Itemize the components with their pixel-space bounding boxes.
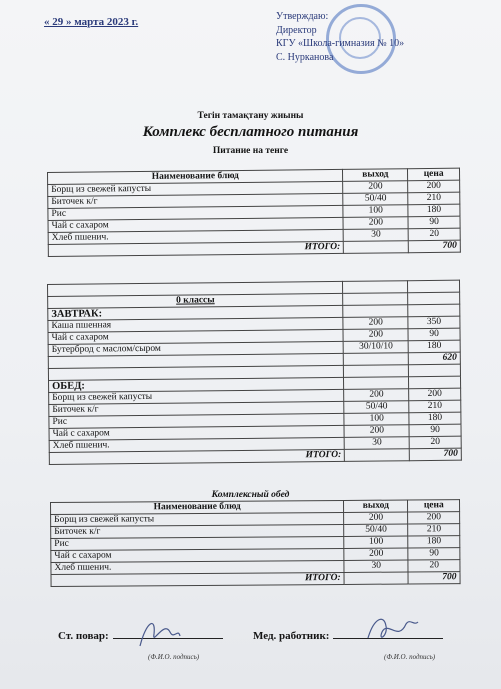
dish-price: 210 [408,524,460,536]
cook-label: Ст. повар: [58,630,109,642]
lunch-label: ОБЕД: [49,377,345,392]
breakfast-label: ЗАВТРАК: [48,305,344,320]
approval-line: Утверждаю: [276,11,329,22]
empty-cell [344,353,409,366]
dish-price: 350 [408,316,460,329]
dish-name: Хлеб пшенич. [49,437,345,452]
col-header-name: Наименование блюд [48,169,344,184]
dish-out: 200 [343,217,408,230]
dish-out: 100 [343,205,408,218]
dish-price: 210 [408,192,460,205]
col-header-out: выход [344,500,408,512]
medic-signature-caption: (Ф.И.О. подпись) [384,653,436,661]
dish-price: 180 [408,536,460,548]
empty-cell [408,280,460,293]
dish-name: Биточек к/г [48,193,344,208]
dish-name: Хлеб пшенич. [51,560,344,574]
breakfast-total: 620 [408,352,460,365]
empty-cell [408,304,460,317]
menu-table-2 [47,280,462,465]
dish-name: Рис [51,536,344,550]
dish-out: 50/40 [344,524,408,536]
dish-price: 200 [408,180,460,193]
dish-name: Чай с сахаром [49,425,345,440]
menu-table-3 [50,499,461,587]
dish-out: 200 [344,425,409,438]
col-header-name: Наименование блюд [51,500,344,514]
dish-price: 180 [408,340,460,353]
dish-out: 30/10/10 [344,341,409,354]
col-header-out: выход [343,169,408,182]
approval-line: Директор [276,24,317,36]
medic-signature-scribble [364,612,420,650]
dish-name: Чай с сахаром [48,217,344,232]
section-title: 0 классы [48,293,344,308]
dish-out: 200 [344,512,408,524]
document-date: « 29 » марта 2023 г. [44,16,139,28]
dish-out: 200 [344,548,408,560]
approval-line: КГУ «Школа-гимназия № 10» [276,38,405,49]
dish-out: 30 [344,560,408,572]
dish-price: 200 [408,512,460,524]
cook-signature-scribble [134,612,184,652]
dish-price: 200 [409,388,461,401]
empty-cell [344,365,409,378]
dish-name: Борщ из свежей капусты [51,512,344,526]
dish-name: Борщ из свежей капусты [48,181,344,196]
empty-cell [343,293,408,306]
dish-out: 200 [343,317,408,330]
empty-cell [344,377,409,390]
total-label: ИТОГО: [51,572,344,586]
document-title: Комплекс бесплатного питания [142,124,359,140]
dish-price: 90 [408,548,460,560]
dish-out: 200 [343,181,408,194]
dish-out: 100 [344,536,408,548]
dish-name: Борщ из свежей капусты [49,389,345,404]
empty-cell [344,572,408,584]
dish-price: 20 [408,560,460,572]
cook-signature-caption: (Ф.И.О. подпись) [148,653,200,661]
menu-table-1 [47,168,461,257]
kazakh-title: Тегін тамақтану жиыны [197,111,304,121]
total-label: ИТОГО: [48,241,344,256]
complex-lunch-title: Комплексный обед [211,490,290,500]
total-label: ИТОГО: [49,449,345,464]
dish-out: 50/40 [344,401,409,414]
dish-out: 50/40 [343,193,408,206]
dish-price: 90 [408,216,460,229]
dish-name: Рис [48,205,344,220]
dish-price: 180 [409,412,461,425]
empty-cell [343,305,408,318]
empty-cell [408,292,460,305]
approval-line: С. Нурканова [276,51,334,63]
approval-block [276,10,476,64]
dish-name: Каша пшенная [48,317,344,332]
empty-cell [344,241,409,254]
total-row [51,572,460,587]
total-value: 700 [408,572,460,584]
empty-cell [345,449,410,462]
col-header-price: цена [408,168,460,181]
col-header-price: цена [408,500,460,512]
dish-name: Бутерброд с маслом/сыром [48,341,344,356]
total-value: 700 [409,448,461,461]
dish-price: 180 [408,204,460,217]
empty-cell [343,281,408,294]
dish-name: Рис [49,413,345,428]
dish-price: 90 [409,424,461,437]
medic-label: Мед. работник: [253,630,330,642]
dish-out: 200 [343,329,408,342]
dish-price: 20 [409,436,461,449]
dish-price: 90 [408,328,460,341]
dish-price: 210 [409,400,461,413]
dish-out: 100 [344,413,409,426]
dish-name: Чай с сахаром [51,548,344,562]
empty-cell [409,364,461,377]
document-subtitle: Питание на тенге [212,146,289,156]
dish-name: Биточек к/г [49,401,345,416]
dish-out: 200 [344,389,409,402]
dish-out: 30 [345,437,410,450]
dish-name: Биточек к/г [51,524,344,538]
dish-price: 20 [408,228,460,241]
total-value: 700 [408,240,460,253]
dish-name: Хлеб пшенич. [48,229,344,244]
empty-cell [409,376,461,389]
dish-name: Чай с сахаром [48,329,344,344]
dish-out: 30 [344,229,409,242]
